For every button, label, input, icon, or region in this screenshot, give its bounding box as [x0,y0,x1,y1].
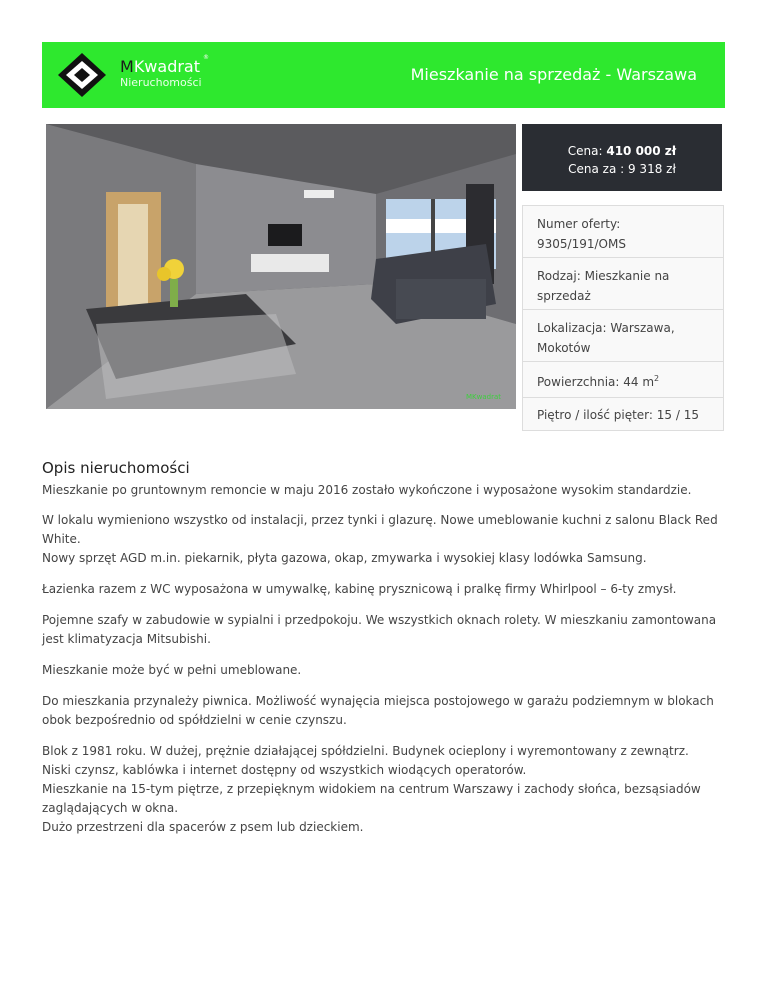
description-paragraph: Pojemne szafy w zabudowie w sypialni i przedpokoju. We wszystkich oknach rolety. W mieszkaniu zamontowana jest klimatyzacja Mitsubishi. [42,613,717,646]
description-paragraph: Mieszkanie po gruntownym remoncie w maju 2016 zostało wykończone i wyposażone wysokim standardzie. [42,483,692,497]
logo-name: MKwadrat [120,57,201,76]
offer-location: Lokalizacja: Warszawa, Mokotów [523,310,723,362]
description-paragraph: Mieszkanie może być w pełni umeblowane. [42,663,302,677]
logo-subtitle: Nieruchomości [120,76,202,89]
apartment-photo [46,124,516,409]
offer-floor: Piętro / ilość pięter: 15 / 15 [523,398,723,431]
price-box [522,124,722,191]
price-per-m2: Cena za : 9 318 zł [568,162,676,176]
description [42,458,726,849]
description-paragraph: Do mieszkania przynależy piwnica. Możliwość wynajęcia miejsca postojowego w garażu podziemnym w blokach obok bezpośrednio od spółdzielni w cenie czynszu. [42,694,714,727]
offer-number: Numer oferty: 9305/191/OMS [523,206,723,258]
price-value: 410 000 zł [606,144,677,158]
description-paragraph: Blok z 1981 roku. W dużej, prężnie działającej spółdzielni. Budynek ocieplony i wyremontowany z zewnątrz. Niski czynsz, kablówka i internet dostępny od wszystkich wiodących operatorów. Mieszkanie na 15-tym piętrze, z przepięknym widokiem na centrum Warszawy i zachody słońca, bezsąsiadów zaglądających w okna. Dużo przestrzeni dla spacerów z psem lub dzieckiem. [42,744,701,834]
apartment-photo-image [46,124,516,409]
page-title: Mieszkanie na sprzedaż - Warszawa [410,65,697,84]
registered-mark: ® [203,54,209,61]
offer-area: Powierzchnia: 44 $m^2$ [523,362,723,398]
offer-details [522,205,724,431]
description-paragraph: W lokalu wymieniono wszystko od instalacji, przez tynki i glazurę. Nowe umeblowanie kuchni z salonu Black Red White. Nowy sprzęt AGD m.in. piekarnik, płyta gazowa, okap, zmywarka i wysokiej klasy lodówka Samsung. [42,513,718,565]
description-paragraph: Łazienka razem z WC wyposażona w umywalkę, kabinę prysznicową i pralkę firmy Whirlpool – 6-ty zmysł. [42,582,677,596]
price: Cena: 410 000 zł [567,144,677,158]
svg-text:MKwadrat: MKwadrat [466,393,501,401]
header-banner [42,42,725,108]
offer-type: Rodzaj: Mieszkanie na sprzedaż [523,258,723,310]
logo-text [120,58,202,89]
description-title: Opis nieruchomości [42,459,190,477]
logo-icon [56,51,108,99]
